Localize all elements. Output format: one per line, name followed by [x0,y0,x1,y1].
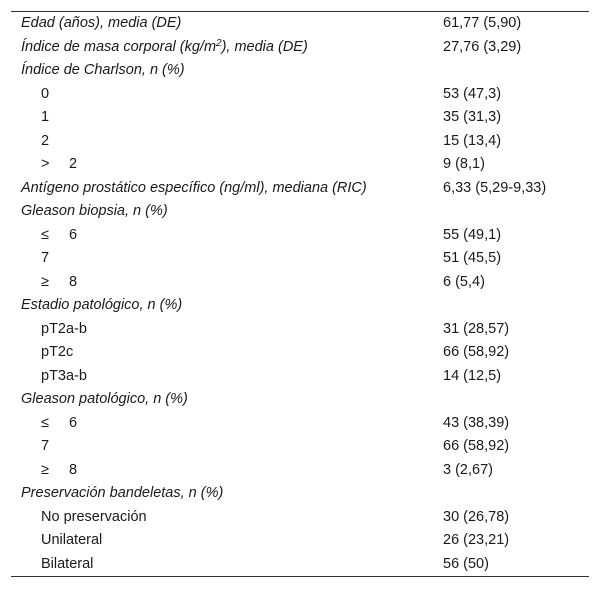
row-label: 7 [41,438,50,454]
row-label: 1 [41,109,50,125]
comparison-symbol: ≥ [41,273,49,290]
section-header-row [11,482,589,506]
table-row [11,271,589,295]
row-label [41,224,77,248]
table-row [11,36,589,60]
row-label-text: 8 [69,461,78,478]
table-row [11,459,589,483]
row-label: pT3a-b [41,367,87,384]
row-label-text: 6 [69,414,78,431]
row-value: 55 (49,1) [443,226,502,243]
section-header-row [11,59,589,83]
comparison-symbol: > [41,156,50,172]
comparison-symbol: ≤ [41,414,49,431]
row-label: 2 [41,132,50,149]
table-row [11,12,589,36]
section-header: Estadio patológico, n (%) [21,297,183,313]
row-label-part: ), media (DE) [221,38,308,55]
row-value: 27,76 (3,29) [443,38,522,55]
row-label-text: 8 [69,273,78,290]
table-row [11,506,589,530]
table-row [11,365,589,389]
row-value: 14 (12,5) [443,367,502,384]
table-row [11,318,589,342]
row-value: 9 (8,1) [443,156,485,172]
row-value: 30 (26,78) [443,508,510,525]
table-row [11,177,589,201]
table-row [11,341,589,365]
row-label: Bilateral [41,555,94,572]
row-value: 15 (13,4) [443,132,502,149]
section-header: Gleason biopsia, n (%) [21,203,168,219]
row-label: pT2a-b [41,320,87,337]
row-value: 51 (45,5) [443,250,502,266]
row-label: No preservación [41,508,147,525]
row-value: 3 (2,67) [443,461,493,478]
row-label-superscript: 2 [216,37,222,49]
table-row [11,130,589,154]
table-row [11,553,589,577]
row-value: 31 (28,57) [443,320,510,337]
row-value: 61,77 (5,90) [443,15,522,31]
row-label-part: Índice de masa corporal (kg/m [21,38,217,55]
section-header: Índice de Charlson, n (%) [21,62,185,78]
row-value: 43 (38,39) [443,414,510,431]
section-header: Preservación bandeletas, n (%) [21,485,224,501]
table-row [11,435,589,459]
row-label [41,459,77,483]
row-value: 53 (47,3) [443,85,502,102]
row-label [41,153,77,177]
row-label: Unilateral [41,532,103,548]
row-label [21,36,308,60]
table-row [11,412,589,436]
row-value: 6,33 (5,29-9,33) [443,179,547,196]
row-label: 7 [41,250,50,266]
table-row [11,83,589,107]
table-row [11,224,589,248]
row-label: 0 [41,85,50,102]
data-table [11,11,589,577]
section-header-row [11,200,589,224]
row-value: 56 (50) [443,555,489,572]
row-label [41,412,77,436]
section-header-row [11,294,589,318]
row-value: 6 (5,4) [443,273,485,290]
row-label-text: 6 [69,226,78,243]
row-label: Antígeno prostático específico (ng/ml), mediana (RIC) [21,179,367,196]
table-row [11,153,589,177]
section-header-row [11,388,589,412]
row-value: 66 (58,92) [443,438,510,454]
row-value: 35 (31,3) [443,109,502,125]
section-header: Gleason patológico, n (%) [21,391,188,407]
comparison-symbol: ≥ [41,461,49,478]
row-value: 66 (58,92) [443,344,510,360]
row-label-text: 2 [69,156,78,172]
table-row [11,529,589,553]
row-value: 26 (23,21) [443,532,510,548]
comparison-symbol: ≤ [41,226,49,243]
table-row [11,106,589,130]
table-row [11,247,589,271]
row-label [41,271,77,295]
row-label: Edad (años), media (DE) [21,15,182,31]
row-label: pT2c [41,344,74,360]
